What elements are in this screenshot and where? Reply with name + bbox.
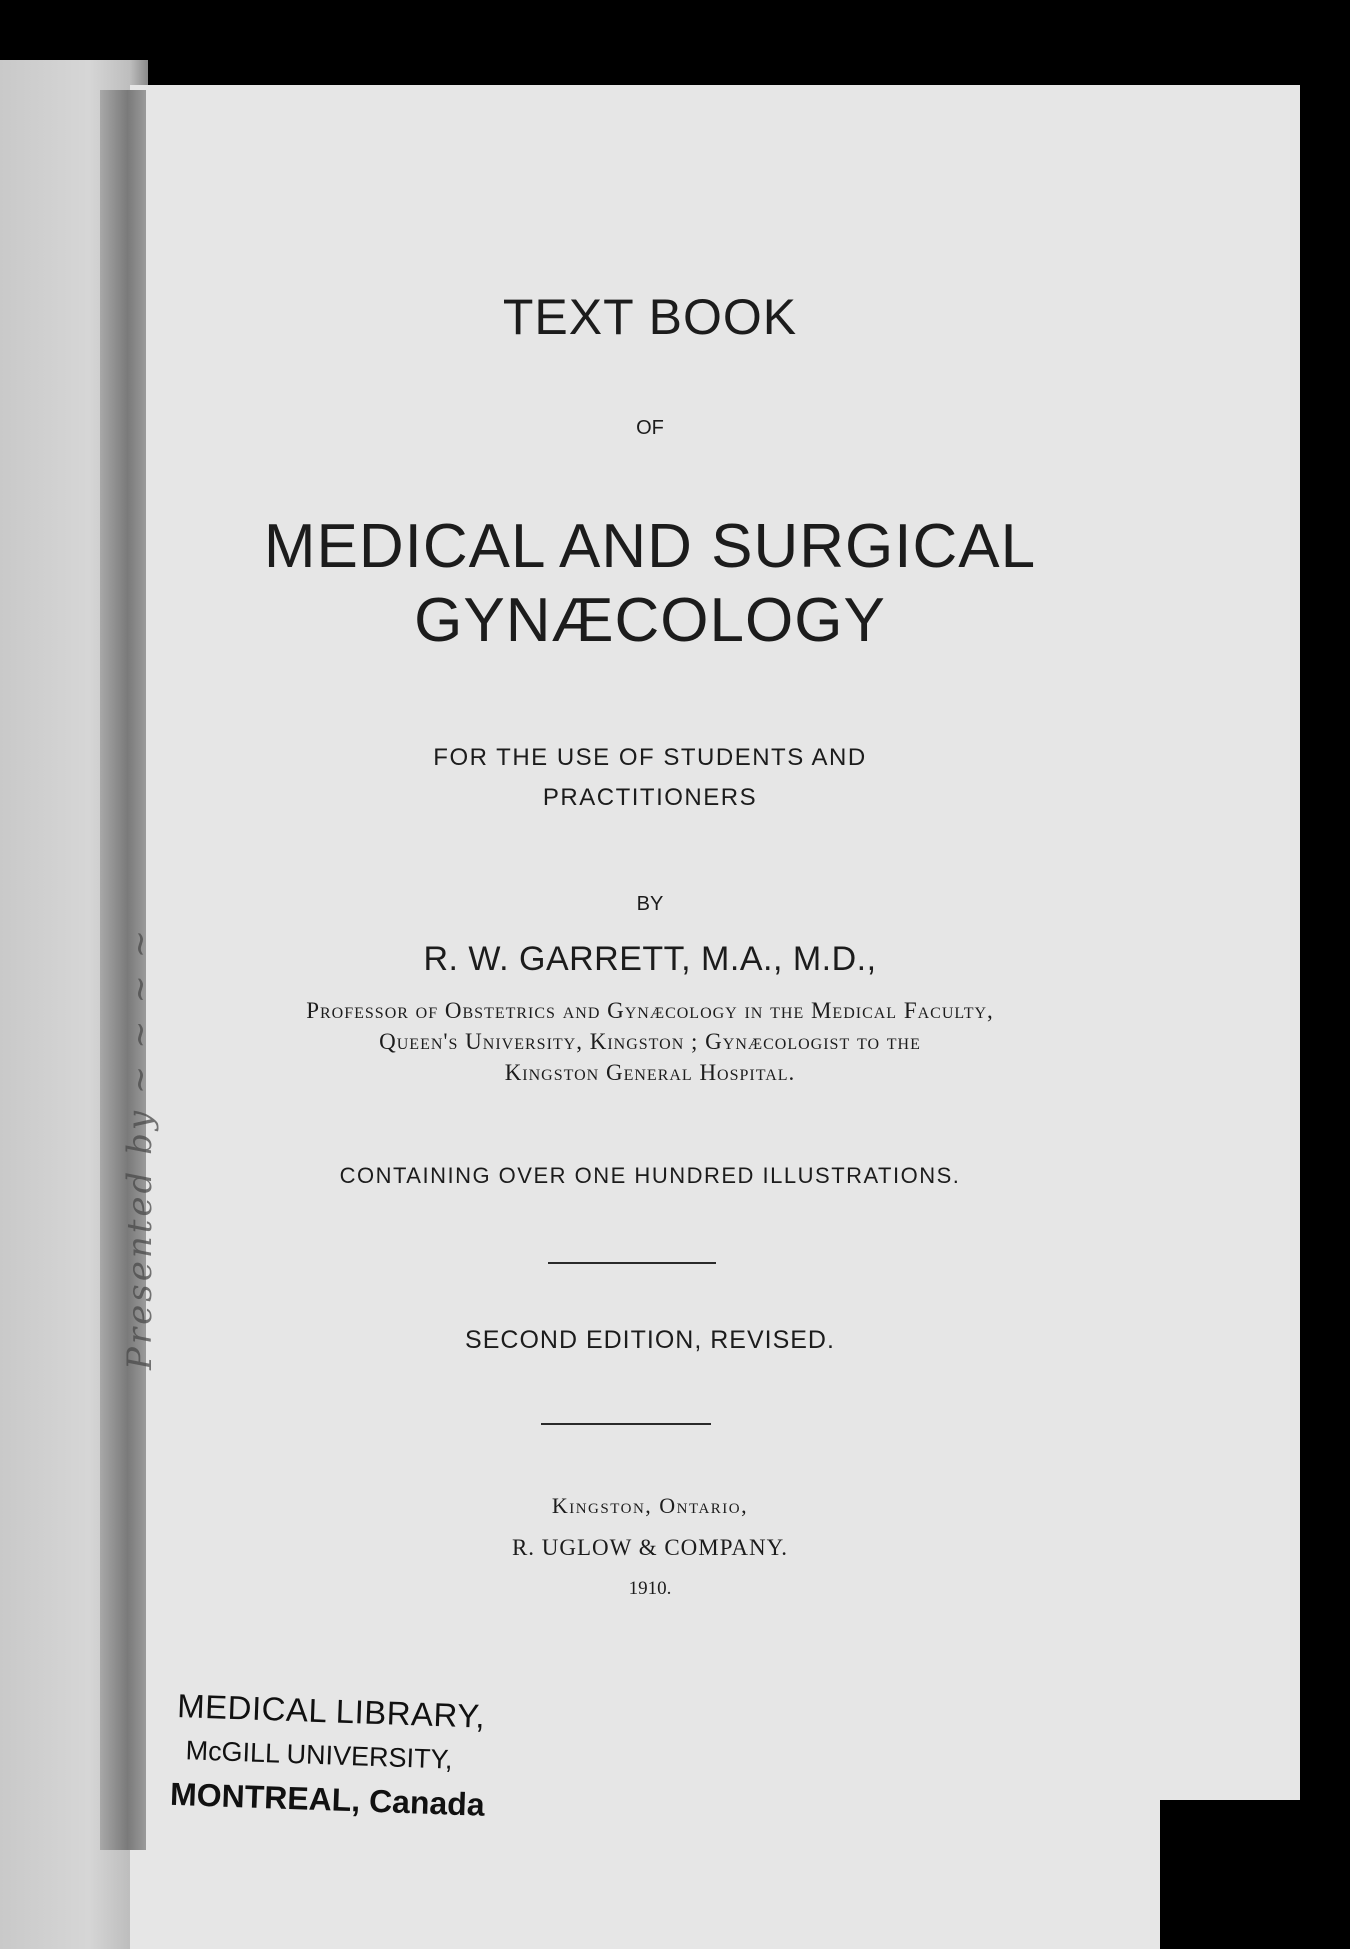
main-title-line-1: MEDICAL AND SURGICAL: [263, 512, 1037, 581]
divider-rule: [548, 1262, 716, 1264]
stamp-line-2: McGILL UNIVERSITY,: [185, 1735, 454, 1775]
subtitle-line-2: PRACTITIONERS: [542, 784, 758, 811]
publisher-name: R. UGLOW & COMPANY.: [511, 1535, 789, 1560]
main-title-line-2: GYNÆCOLOGY: [414, 586, 886, 655]
title-of: OF: [636, 417, 664, 439]
stamp-line-1: MEDICAL LIBRARY,: [176, 1686, 486, 1735]
edition-statement: SECOND EDITION, REVISED.: [465, 1326, 835, 1354]
page-corner-shadow: [1160, 1800, 1300, 1949]
affiliation-line-1: Professor of Obstetrics and Gynæcology in the Medical Faculty,: [306, 998, 994, 1023]
title-line-text-book: TEXT BOOK: [502, 289, 798, 345]
library-stamp: [169, 1683, 517, 1829]
affiliation-line-2: Queen's University, Kingston ; Gynæcologist to the: [379, 1029, 921, 1054]
handwritten-inscription: Presented by ~ ~ ~ ~: [120, 926, 160, 1370]
divider-rule: [541, 1423, 711, 1425]
author-affiliation: [130, 995, 1170, 1088]
publication-place: Kingston, Ontario,: [551, 1493, 749, 1518]
affiliation-line-3: Kingston General Hospital.: [504, 1060, 796, 1085]
author-name: R. W. GARRETT, M.A., M.D.,: [423, 940, 877, 978]
subtitle-line-1: FOR THE USE OF STUDENTS AND: [433, 744, 867, 771]
stamp-line-3: MONTREAL, Canada: [169, 1775, 486, 1823]
main-title: [130, 510, 1170, 658]
by-label: BY: [636, 893, 664, 915]
illustrations-note: CONTAINING OVER ONE HUNDRED ILLUSTRATIONS.: [339, 1163, 961, 1188]
publication-year: 1910.: [628, 1578, 672, 1599]
subtitle: [130, 738, 1170, 818]
